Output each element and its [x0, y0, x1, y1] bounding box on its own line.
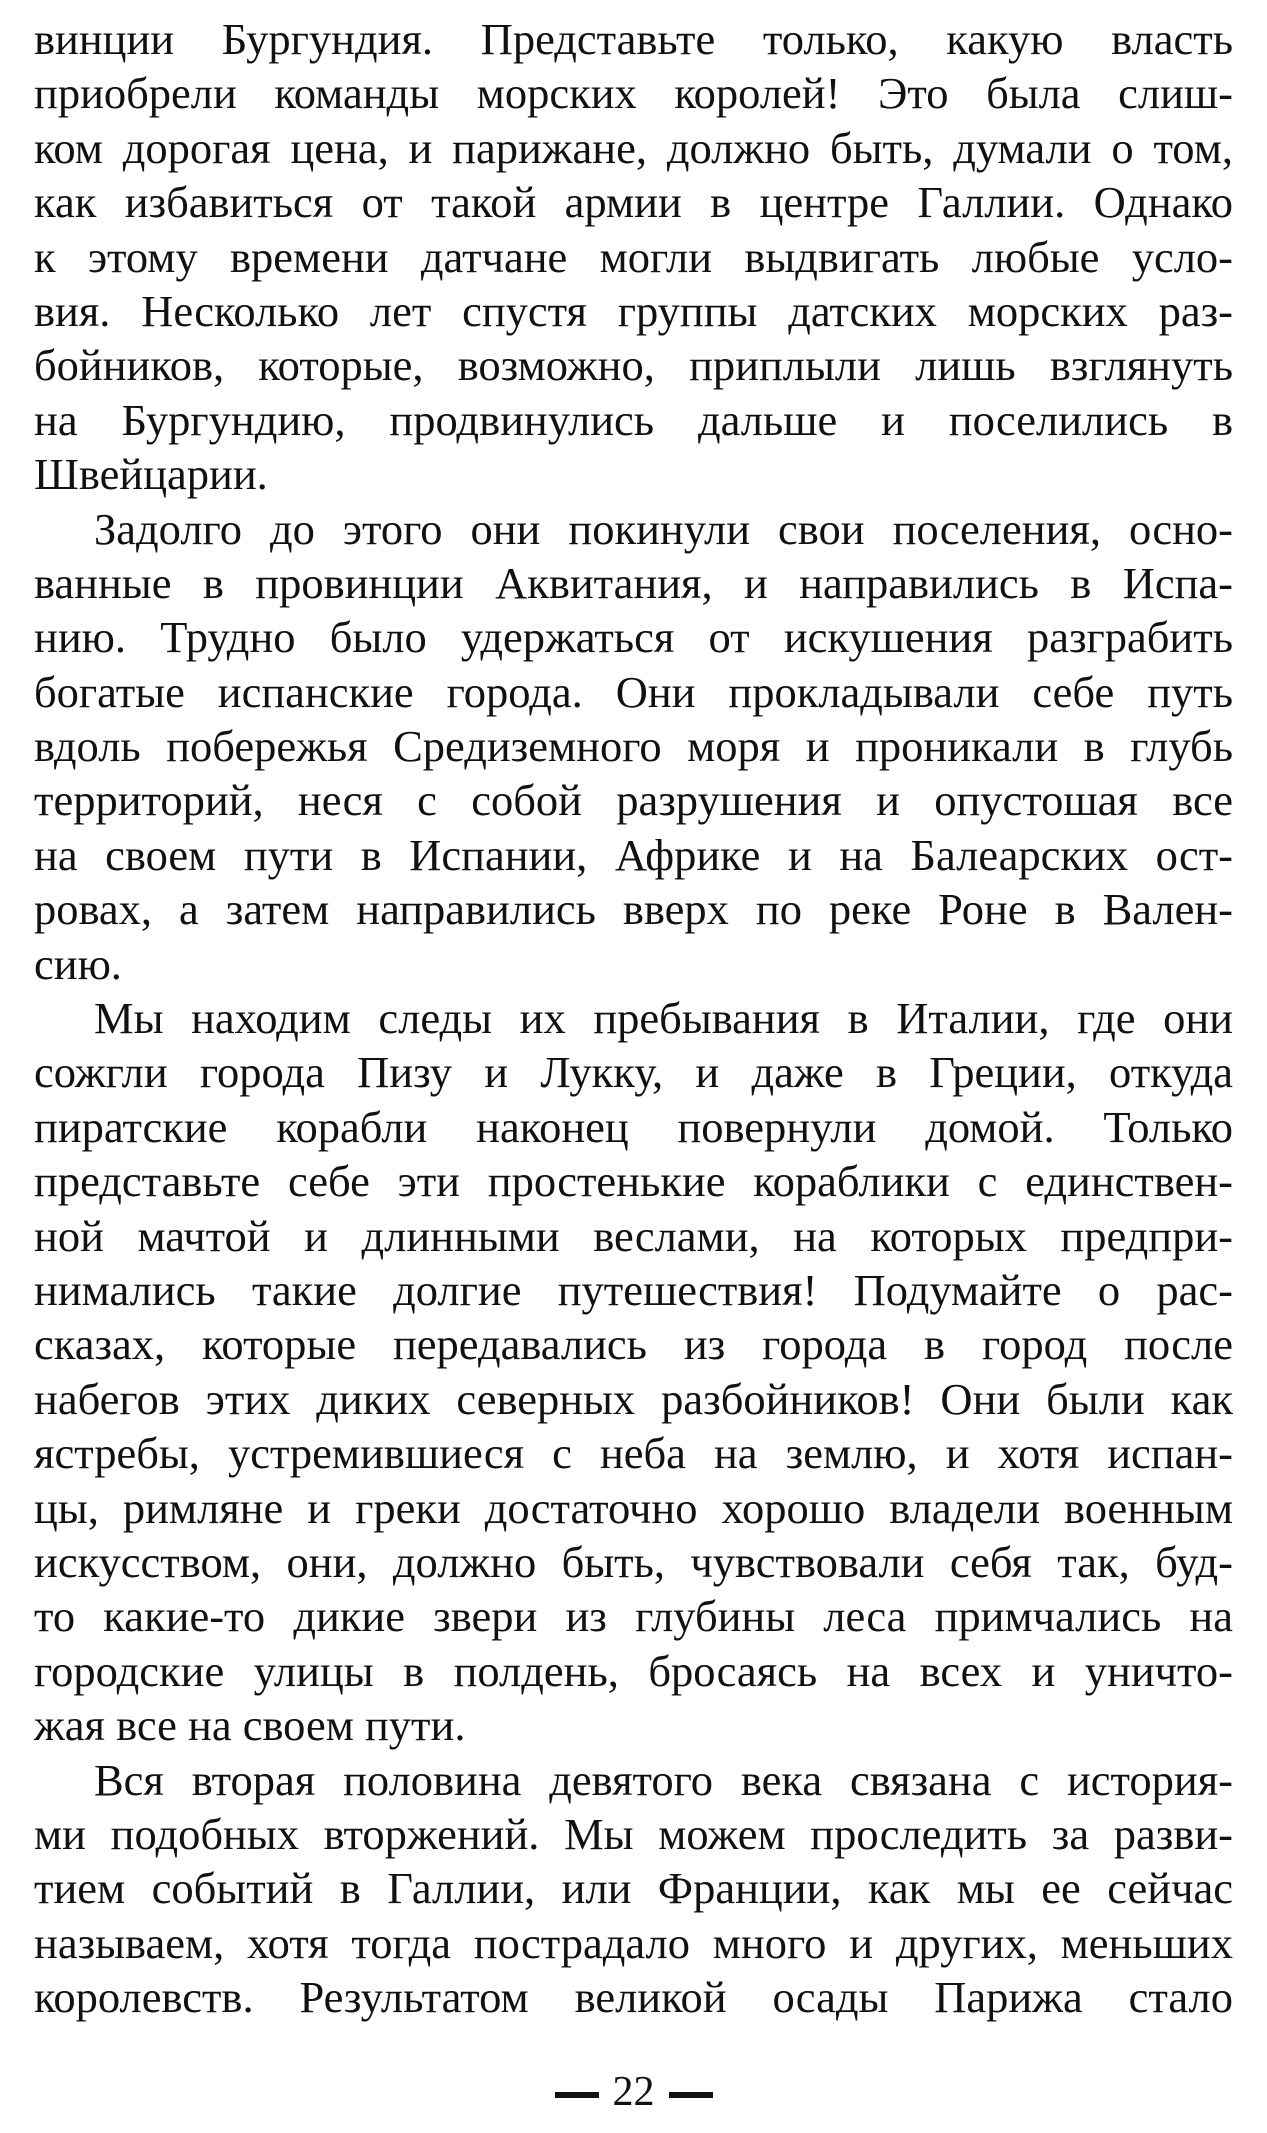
text-line: называем, хотя тогда пострадало много и других, меньших: [34, 1917, 1233, 1968]
text-line: ной мачтой и длинными веслами, на которых предпри-: [34, 1210, 1233, 1261]
text-line: жая все на своем пути.: [34, 1700, 466, 1751]
text-line: к этому времени датчане могли выдвигать любые усло-: [34, 231, 1233, 282]
text-line: набегов этих диких северных разбойников! Они были как: [34, 1373, 1233, 1424]
text-line: на своем пути в Испании, Африке и на Балеарских ост-: [34, 829, 1233, 880]
text-line: цы, римляне и греки достаточно хорошо владели военным: [34, 1482, 1233, 1533]
text-line: Вся вторая половина девятого века связана с история-: [94, 1754, 1233, 1805]
text-line: искусством, они, должно быть, чувствовали себя так, буд-: [34, 1536, 1233, 1587]
text-line: нимались такие долгие путешествия! Подумайте о рас-: [34, 1264, 1233, 1315]
text-line: сию.: [34, 938, 122, 989]
text-line: сожгли города Пизу и Лукку, и даже в Греции, откуда: [34, 1047, 1233, 1098]
text-line: ком дорогая цена, и парижане, должно быть, думали о том,: [34, 122, 1233, 173]
text-line: ми подобных вторжений. Мы можем проследить за разви-: [34, 1808, 1233, 1859]
text-line: нию. Трудно было удержаться от искушения разграбить: [34, 612, 1233, 663]
text-line: ванные в провинции Аквитания, и направились в Испа-: [34, 557, 1233, 608]
text-line: как избавиться от такой армии в центре Галлии. Однако: [34, 177, 1233, 228]
right-dash-ornament: [669, 2092, 713, 2098]
text-line: то какие-то дикие звери из глубины леса примчались на: [34, 1591, 1233, 1642]
text-line: на Бургундию, продвинулись дальше и поселились в: [34, 394, 1233, 445]
text-line: городские улицы в полдень, бросаясь на всех и уничто-: [34, 1645, 1233, 1696]
text-line: Задолго до этого они покинули свои поселения, осно-: [94, 503, 1233, 554]
paragraph-2: [34, 502, 1233, 992]
page-number-text: 22: [612, 2069, 655, 2115]
text-line: винции Бургундия. Представьте только, какую власть: [34, 14, 1233, 64]
text-line: ястребы, устремившиеся с неба на землю, и хотя испан-: [34, 1428, 1233, 1479]
left-dash-ornament: [555, 2092, 599, 2098]
text-line: территорий, неся с собой разрушения и опустошая все: [34, 775, 1233, 826]
text-line: приобрели команды морских королей! Это была слиш-: [34, 68, 1233, 119]
text-line: ровах, а затем направились вверх по реке Роне в Вален-: [34, 884, 1233, 935]
text-line: тием событий в Галлии, или Франции, как мы ее сейчас: [34, 1863, 1233, 1914]
text-line: богатые испанские города. Они прокладывали себе путь: [34, 666, 1233, 717]
text-line: вия. Несколько лет спустя группы датских морских раз-: [34, 285, 1233, 336]
paragraph-1: [34, 12, 1233, 502]
paragraph-3: [34, 991, 1233, 1752]
text-line: королевств. Результатом великой осады Парижа стало: [34, 1972, 1233, 2023]
page-number: [0, 2068, 1267, 2116]
text-line: Швейцарии.: [34, 449, 268, 500]
text-line: бойников, которые, возможно, приплыли лишь взглянуть: [34, 340, 1233, 391]
page-body: [34, 12, 1233, 2024]
text-line: пиратские корабли наконец повернули домой. Только: [34, 1101, 1233, 1152]
text-line: представьте себе эти простенькие кораблики с единствен-: [34, 1156, 1233, 1207]
text-line: вдоль побережья Средиземного моря и проникали в глубь: [34, 721, 1233, 772]
text-line: Мы находим следы их пребывания в Италии, где они: [94, 993, 1233, 1044]
paragraph-4: [34, 1753, 1233, 2025]
text-line: сказах, которые передавались из города в город после: [34, 1319, 1233, 1370]
